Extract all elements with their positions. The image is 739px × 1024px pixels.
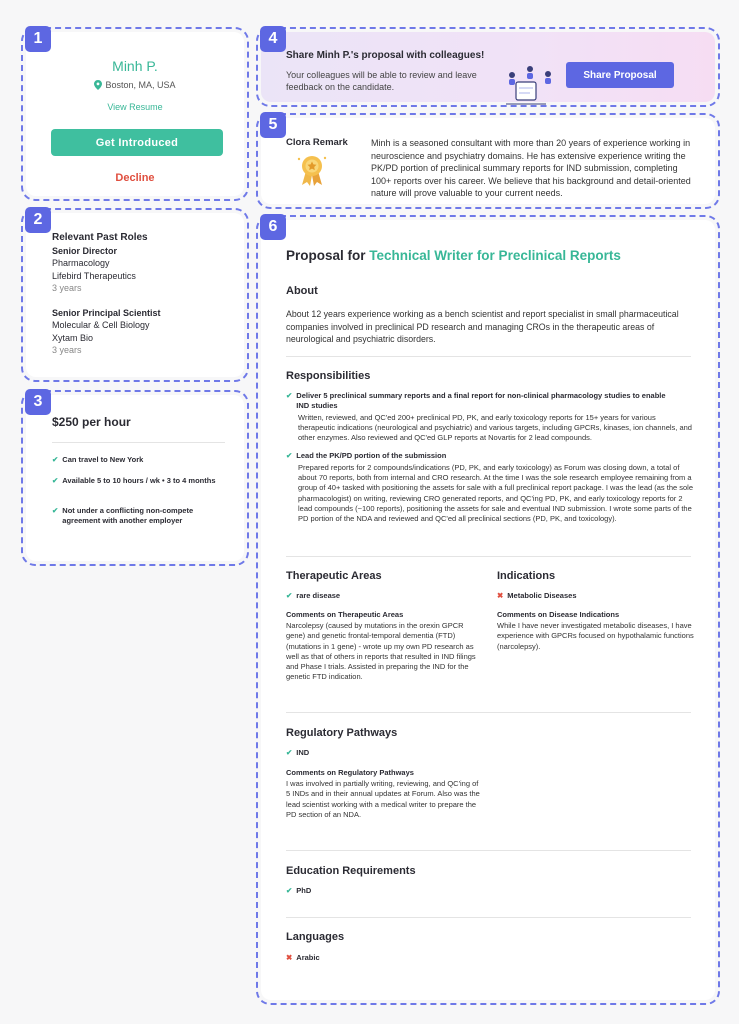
candidate-location — [26, 80, 244, 90]
region-2 — [21, 208, 249, 382]
region-5 — [256, 113, 720, 209]
region-4 — [256, 27, 720, 107]
check-icon: ✔ — [286, 886, 293, 895]
cross-icon: ✖ — [286, 953, 293, 962]
location-text: Boston, MA, USA — [105, 80, 176, 90]
role-company: Lifebird Therapeutics — [52, 270, 136, 281]
regulatory-heading: Regulatory Pathways — [286, 727, 398, 739]
candidate-card — [26, 32, 244, 196]
divider — [286, 917, 691, 918]
marker-2: 2 — [25, 207, 51, 233]
education-heading: Education Requirements — [286, 865, 416, 877]
roles-card — [26, 213, 244, 377]
colleagues-illustration-icon — [506, 62, 558, 106]
divider — [52, 442, 225, 443]
proposal-role: Technical Writer for Preclinical Reports — [369, 248, 621, 263]
marker-4: 4 — [260, 26, 286, 52]
view-resume-link[interactable]: View Resume — [107, 102, 163, 112]
role-field: Pharmacology — [52, 258, 110, 268]
roles-heading: Relevant Past Roles — [52, 232, 148, 243]
role-title: Senior Director — [52, 245, 118, 256]
region-6 — [256, 215, 720, 1005]
indications-tag: ✖ Metabolic Diseases — [497, 591, 577, 600]
divider — [286, 712, 691, 713]
hourly-rate: $250 per hour — [52, 415, 131, 429]
responsibility-text: Written, reviewed, and QC'ed 200+ preclinical PD, PK, and early toxicology reports for 15+ years for various therapeutic indications (neurological and psychiatric) and various targets, including GPCRs, kinases, ion channels, and other enzymes. Also reviewed and QC'ed GLP reports at Novartis for 2 lead compounds. — [298, 413, 692, 443]
role-years: 3 years — [52, 345, 82, 355]
therapeutic-tag: ✔ rare disease — [286, 591, 341, 600]
role-company: Xytam Bio — [52, 332, 94, 343]
proposal-title — [286, 250, 621, 261]
candidate-name: Minh P. — [112, 58, 158, 74]
proposal-title-prefix: Proposal for — [286, 248, 366, 263]
role-title: Senior Principal Scientist — [52, 307, 161, 318]
responsibility-title: ✔ Lead the PK/PD portion of the submission — [286, 451, 447, 460]
about-text: About 12 years experience working as a bench scientist and report specialist in small pharmaceutical companies involved in preclinical PD research and managing CROs in the therapeutic areas of neurological and psychiatric disorders. — [286, 309, 679, 344]
share-proposal-button[interactable]: Share Proposal — [566, 62, 674, 88]
indications-comments-heading: Comments on Disease Indications — [497, 610, 620, 619]
indications-comments: While I have never investigated metabolic diseases, I have experience with GPCRs focused on hypothalamic functions (narcolepsy). — [497, 621, 694, 651]
regulatory-tag: ✔ IND — [286, 748, 310, 757]
cross-icon: ✖ — [497, 591, 504, 600]
rate-item: ✔ Not under a conflicting non-compete agreement with another employer — [52, 506, 194, 525]
rate-item: ✔ Can travel to New York — [52, 455, 144, 464]
region-3 — [21, 390, 249, 566]
check-icon: ✔ — [52, 506, 59, 515]
remark-card — [261, 118, 715, 204]
role-field: Molecular & Cell Biology — [52, 320, 150, 330]
divider — [286, 850, 691, 851]
divider — [286, 556, 691, 557]
marker-3: 3 — [25, 389, 51, 415]
languages-heading: Languages — [286, 931, 345, 943]
therapeutic-comments-heading: Comments on Therapeutic Areas — [286, 610, 404, 619]
check-icon: ✔ — [52, 476, 59, 485]
check-icon: ✔ — [286, 748, 293, 757]
check-icon: ✔ — [52, 455, 59, 464]
proposal-card — [261, 220, 715, 1000]
marker-5: 5 — [260, 112, 286, 138]
share-banner — [261, 32, 715, 102]
get-introduced-button[interactable]: Get Introduced — [51, 129, 223, 156]
remark-text: Minh is a seasoned consultant with more than 20 years of experience working in neuroscience and psychiatry domains. He has extensive experience writing the PK/PD portion of preclinical summary reports for IND submission, completing 100+ reports over his career. We believe that his background and detail-oriented nature will prove valuable to your current needs. — [371, 138, 691, 198]
remark-title: Clora Remark — [286, 137, 348, 148]
share-subtitle: Your colleagues will be able to review and leave feedback on the candidate. — [286, 70, 477, 92]
indications-heading: Indications — [497, 570, 556, 582]
region-1 — [21, 27, 249, 201]
location-pin-icon — [94, 80, 102, 90]
rate-card — [26, 395, 244, 561]
therapeutic-heading: Therapeutic Areas — [286, 570, 382, 582]
education-tag: ✔ PhD — [286, 886, 312, 895]
award-medal-icon — [296, 153, 328, 187]
rate-item: ✔ Available 5 to 10 hours / wk • 3 to 4 months — [52, 476, 216, 485]
check-icon: ✔ — [286, 391, 293, 400]
responsibilities-heading: Responsibilities — [286, 370, 371, 382]
marker-1: 1 — [25, 26, 51, 52]
regulatory-comments-heading: Comments on Regulatory Pathways — [286, 768, 414, 777]
about-heading: About — [286, 285, 318, 297]
check-icon: ✔ — [286, 591, 293, 600]
languages-tag: ✖ Arabic — [286, 953, 320, 962]
role-years: 3 years — [52, 283, 82, 293]
responsibility-title: ✔ Deliver 5 preclinical summary reports and a final report for non-clinical pharmacology studies to enable IND studies — [286, 391, 666, 410]
responsibility-text: Prepared reports for 2 compounds/indications (PD, PK, and early toxicology) as Forum was closing down, a total of about 70 reports, both from internal and CRO research. At the time I was the sole research employee remaining from a group of 40+ tasked with positioning the assets for sale with a full preclinical report package. I was the lead (as the sole pharmacologist) on writing, reviewing CRO generated reports, and QC'ing PD, PK, and early toxicology reports for 2 lead compounds (~100 reports), positioning the assets for sale and eventual IND submission. I wrote some parts of the PD portion of the NDA and reviewed and QC'ed all preclinical sections (PD, PK, and toxicology). — [298, 463, 694, 524]
therapeutic-comments: Narcolepsy (caused by mutations in the orexin GPCR gene) and genetic frontal-temporal dementia (FTD) (mutations in 1 gene) - wrote up my own PD research as well as that of others in reports that resulted in IND filings and Phase I trials. Assisted in preparing the IND for the genetic FTD indication. — [286, 621, 476, 682]
decline-button[interactable]: Decline — [115, 172, 155, 184]
regulatory-comments: I was involved in partially writing, reviewing, and QC'ing of 5 INDs and in their annual updates at Forum. Also was the lead scientist working with a medical writer to prepare the PD section of an NDA. — [286, 779, 480, 819]
divider — [286, 356, 691, 357]
share-title: Share Minh P.'s proposal with colleagues! — [286, 50, 485, 61]
past-roles — [52, 232, 161, 357]
check-icon: ✔ — [286, 451, 293, 460]
marker-6: 6 — [260, 214, 286, 240]
